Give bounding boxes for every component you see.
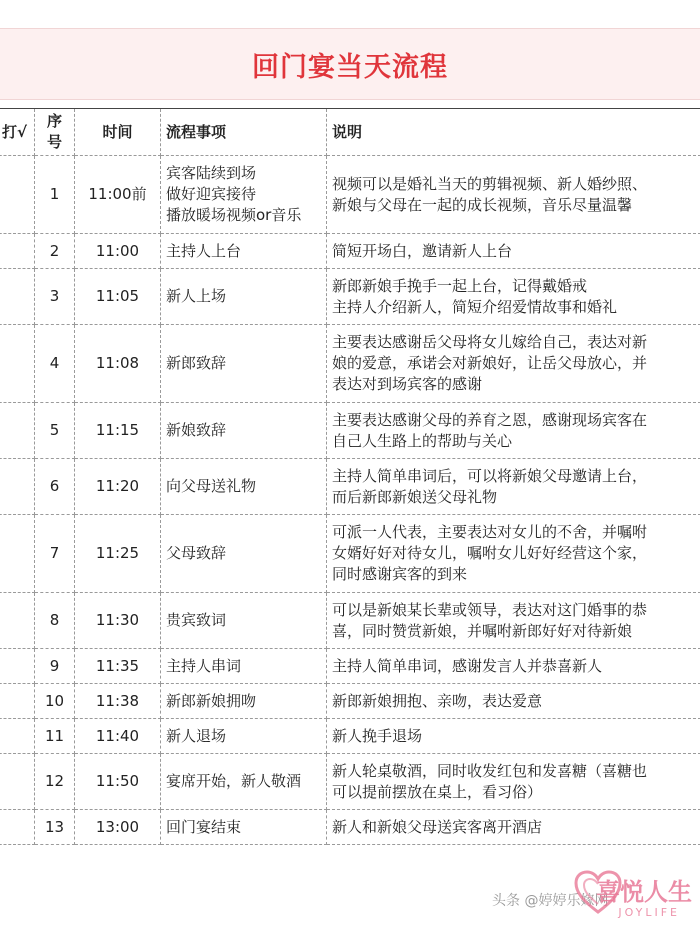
table-row xyxy=(0,719,700,754)
desc-line: 主持人介绍新人，简短介绍爱情故事和婚礼 xyxy=(332,297,618,316)
header-desc: 说明 xyxy=(327,109,700,156)
row-item xyxy=(161,156,327,234)
desc-line: 主持人简单串词后，可以将新娘父母邀请上台， xyxy=(332,466,648,485)
row-number: 5 xyxy=(35,403,75,459)
watermark-source: 头条 @婷婷乐嫁网 xyxy=(492,893,609,909)
desc-line: 主要表达感谢岳父母将女儿嫁给自己，表达对新 xyxy=(332,333,648,351)
desc-line: 新人轮桌敬酒，同时收发红包和发喜糖（喜糖也 xyxy=(332,761,648,780)
watermark-brand-en: JOYLIFE xyxy=(618,906,680,919)
desc-line: 同时感谢宾客的到来 xyxy=(332,565,468,583)
row-item xyxy=(161,719,327,754)
row-item xyxy=(161,684,327,719)
row-desc xyxy=(327,649,700,684)
item-line: 向父母送礼物 xyxy=(166,477,257,495)
table-row xyxy=(0,156,700,234)
desc-line: 新娘与父母在一起的成长视频，音乐尽量温馨 xyxy=(332,195,633,214)
watermark xyxy=(486,878,696,928)
table-row xyxy=(0,684,700,719)
desc-line: 可以提前摆放在桌上，看习俗） xyxy=(332,782,543,801)
check-cell[interactable] xyxy=(0,719,35,754)
row-time: 11:50 xyxy=(75,754,161,810)
item-line: 新人退场 xyxy=(166,726,227,745)
row-item xyxy=(161,234,327,269)
row-desc xyxy=(327,684,700,719)
row-item xyxy=(161,810,327,845)
check-cell[interactable] xyxy=(0,234,35,269)
table-row xyxy=(0,515,700,593)
table-body xyxy=(0,156,700,845)
row-desc xyxy=(327,234,700,269)
row-time: 11:20 xyxy=(75,459,161,515)
flow-table xyxy=(0,108,700,845)
row-desc xyxy=(327,719,700,754)
row-time: 11:00前 xyxy=(75,156,161,234)
desc-line: 新郎新娘拥抱、亲吻，表达爱意 xyxy=(332,691,543,710)
desc-line: 娘的爱意，承诺会对新娘好，让岳父母放心，并 xyxy=(332,354,648,372)
row-number: 6 xyxy=(35,459,75,515)
desc-line: 表达对到场宾客的感谢 xyxy=(332,375,483,393)
row-time: 11:25 xyxy=(75,515,161,593)
check-cell[interactable] xyxy=(0,403,35,459)
item-line: 播放暖场视频or音乐 xyxy=(166,206,302,224)
item-line: 回门宴结束 xyxy=(166,817,242,836)
watermark-brand: 喜悦人生 xyxy=(596,878,692,906)
row-item xyxy=(161,754,327,810)
check-cell[interactable] xyxy=(0,269,35,325)
check-cell[interactable] xyxy=(0,156,35,234)
row-item xyxy=(161,459,327,515)
check-cell[interactable] xyxy=(0,459,35,515)
row-number: 9 xyxy=(35,649,75,684)
desc-line: 新人和新娘父母送宾客离开酒店 xyxy=(332,817,543,836)
row-time: 11:05 xyxy=(75,269,161,325)
row-time: 11:38 xyxy=(75,684,161,719)
row-desc xyxy=(327,593,700,649)
row-time: 11:08 xyxy=(75,325,161,403)
desc-line: 主持人简单串词，感谢发言人并恭喜新人 xyxy=(332,656,603,675)
desc-line: 女婿好好对待女儿，嘱咐女儿好好经营这个家， xyxy=(332,544,648,562)
item-line: 新娘致辞 xyxy=(166,421,227,439)
row-item xyxy=(161,649,327,684)
item-line: 父母致辞 xyxy=(166,544,227,562)
row-number: 2 xyxy=(35,234,75,269)
check-cell[interactable] xyxy=(0,515,35,593)
row-number: 8 xyxy=(35,593,75,649)
item-line: 新郎致辞 xyxy=(166,354,227,372)
table-row xyxy=(0,649,700,684)
table-row xyxy=(0,593,700,649)
desc-line: 新郎新娘手挽手一起上台，记得戴婚戒 xyxy=(332,276,588,295)
desc-line: 主要表达感谢父母的养育之恩，感谢现场宾客在 xyxy=(332,410,648,429)
row-item xyxy=(161,325,327,403)
row-number: 13 xyxy=(35,810,75,845)
table-row xyxy=(0,459,700,515)
row-time: 11:00 xyxy=(75,234,161,269)
table-row xyxy=(0,325,700,403)
row-time: 11:40 xyxy=(75,719,161,754)
table-row xyxy=(0,269,700,325)
table-row xyxy=(0,754,700,810)
header-check: 打√ xyxy=(0,109,35,156)
title-banner xyxy=(0,28,700,100)
row-desc xyxy=(327,269,700,325)
row-number: 11 xyxy=(35,719,75,754)
row-time: 11:30 xyxy=(75,593,161,649)
table-header-row xyxy=(0,109,700,156)
desc-line: 新人挽手退场 xyxy=(332,726,423,745)
check-cell[interactable] xyxy=(0,754,35,810)
item-line: 宴席开始，新人敬酒 xyxy=(166,772,302,790)
row-number: 1 xyxy=(35,156,75,234)
row-item xyxy=(161,593,327,649)
header-no: 序号 xyxy=(35,109,75,156)
desc-line: 而后新郎新娘送父母礼物 xyxy=(332,487,498,506)
check-cell[interactable] xyxy=(0,810,35,845)
check-cell[interactable] xyxy=(0,684,35,719)
row-desc xyxy=(327,403,700,459)
row-desc xyxy=(327,156,700,234)
desc-line: 喜，同时赞赏新娘，并嘱咐新郎好好对待新娘 xyxy=(332,621,633,640)
row-desc xyxy=(327,459,700,515)
header-item: 流程事项 xyxy=(161,109,327,156)
page-title: 回门宴当天流程 xyxy=(252,51,448,83)
desc-line: 自己人生路上的帮助与关心 xyxy=(332,431,513,450)
check-cell[interactable] xyxy=(0,325,35,403)
row-desc xyxy=(327,515,700,593)
heart-logo-icon xyxy=(574,870,622,920)
row-number: 3 xyxy=(35,269,75,325)
header-time: 时间 xyxy=(75,109,161,156)
desc-line: 可以是新娘某长辈或领导，表达对这门婚事的恭 xyxy=(332,600,648,619)
item-line: 做好迎宾接待 xyxy=(166,185,257,203)
row-desc xyxy=(327,810,700,845)
row-desc xyxy=(327,754,700,810)
item-line: 宾客陆续到场 xyxy=(166,164,257,182)
item-line: 新郎新娘拥吻 xyxy=(166,691,257,710)
desc-line: 视频可以是婚礼当天的剪辑视频、新人婚纱照、 xyxy=(332,174,648,193)
row-item xyxy=(161,403,327,459)
table-row xyxy=(0,403,700,459)
check-cell[interactable] xyxy=(0,649,35,684)
row-number: 7 xyxy=(35,515,75,593)
item-line: 主持人上台 xyxy=(166,241,242,260)
row-number: 4 xyxy=(35,325,75,403)
desc-line: 简短开场白，邀请新人上台 xyxy=(332,241,513,260)
row-time: 13:00 xyxy=(75,810,161,845)
row-item xyxy=(161,269,327,325)
item-line: 新人上场 xyxy=(166,287,227,305)
table-row xyxy=(0,234,700,269)
table-row xyxy=(0,810,700,845)
row-time: 11:15 xyxy=(75,403,161,459)
row-number: 10 xyxy=(35,684,75,719)
row-number: 12 xyxy=(35,754,75,810)
row-time: 11:35 xyxy=(75,649,161,684)
item-line: 贵宾致词 xyxy=(166,611,227,629)
row-item xyxy=(161,515,327,593)
row-desc xyxy=(327,325,700,403)
desc-line: 可派一人代表，主要表达对女儿的不舍，并嘱咐 xyxy=(332,523,648,541)
item-line: 主持人串词 xyxy=(166,656,242,675)
check-cell[interactable] xyxy=(0,593,35,649)
